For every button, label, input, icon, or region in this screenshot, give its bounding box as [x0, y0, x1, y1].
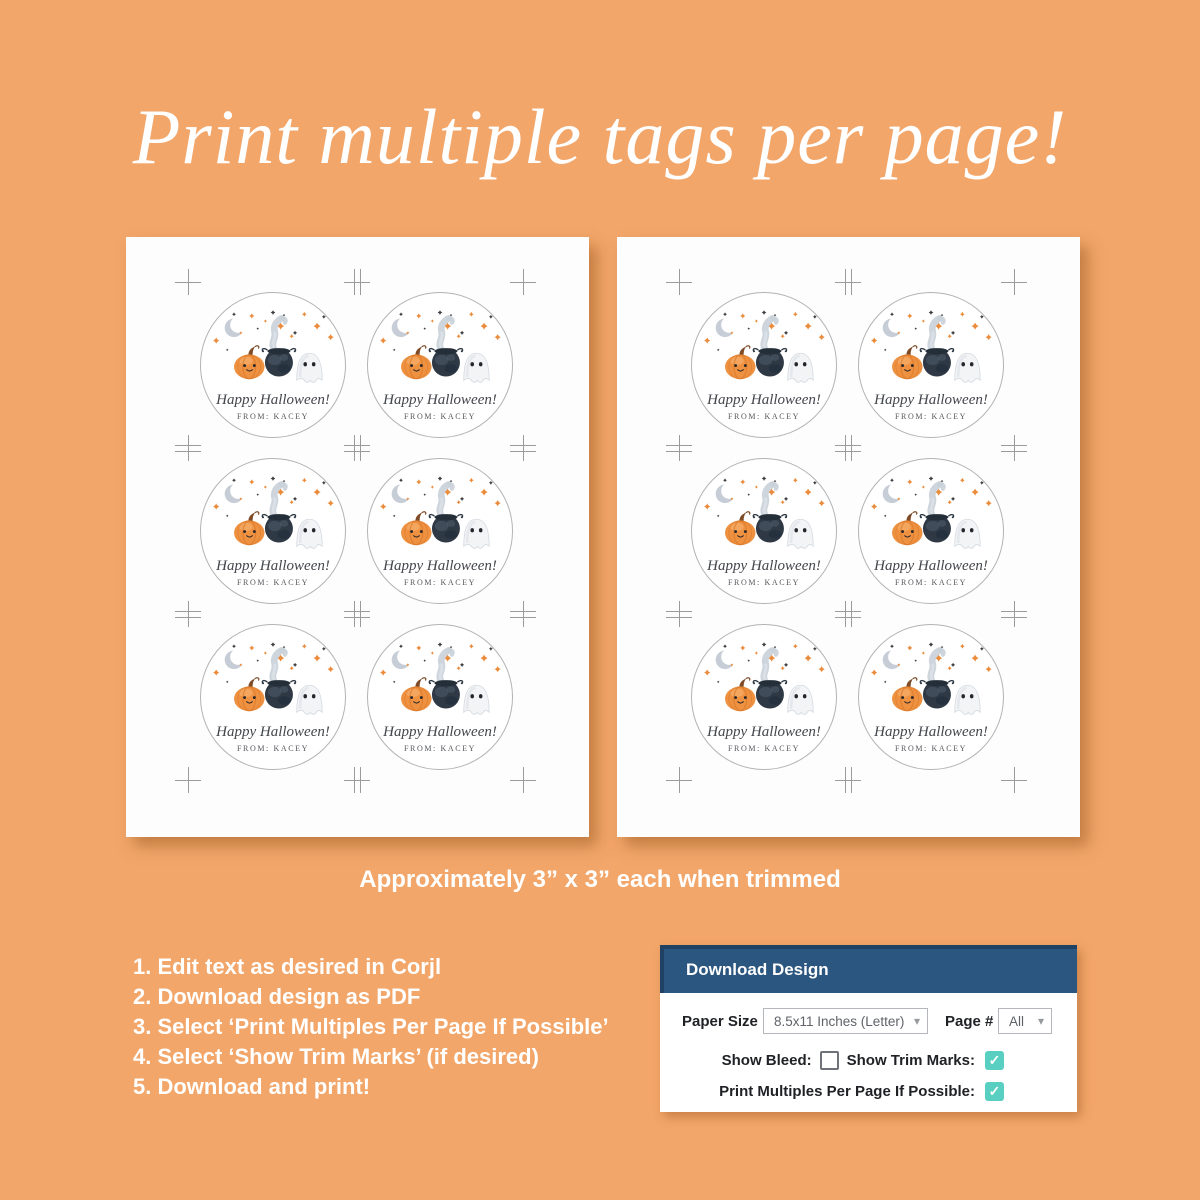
pumpkin-cauldron-ghost-illustration — [700, 310, 828, 388]
pumpkin-cauldron-ghost-illustration — [376, 642, 504, 720]
trim-mark — [344, 435, 370, 461]
halloween-tag — [367, 624, 513, 770]
halloween-tag — [691, 624, 837, 770]
instruction-step: 3. Select ‘Print Multiples Per Page If Possible’ — [133, 1014, 609, 1039]
trim-mark — [344, 601, 370, 627]
trim-mark — [835, 435, 861, 461]
pumpkin-cauldron-ghost-illustration — [867, 476, 995, 554]
tag-greeting: Happy Halloween! — [707, 558, 821, 574]
trim-mark — [510, 767, 536, 793]
pumpkin-cauldron-ghost-illustration — [700, 476, 828, 554]
chevron-down-icon: ▾ — [1037, 1014, 1044, 1028]
halloween-tag — [200, 292, 346, 438]
instruction-step: 2. Download design as PDF — [133, 984, 421, 1009]
tag-from-line: FROM: KACEY — [403, 744, 477, 753]
halloween-tag — [691, 458, 837, 604]
trim-mark — [510, 435, 536, 461]
paper-size-value: 8.5x11 Inches (Letter) — [774, 1013, 905, 1029]
pumpkin-cauldron-ghost-illustration — [376, 476, 504, 554]
tag-greeting: Happy Halloween! — [216, 392, 330, 408]
trim-mark — [1001, 435, 1027, 461]
headline: Print multiple tags per page! — [132, 93, 1068, 180]
tag-greeting: Happy Halloween! — [216, 724, 330, 740]
tag-from-line: FROM: KACEY — [727, 578, 801, 587]
print-multiples-checkbox[interactable] — [985, 1082, 1004, 1101]
page-number-label: Page # — [945, 1013, 994, 1030]
check-icon: ✓ — [988, 1083, 1001, 1099]
trim-mark — [510, 269, 536, 295]
pumpkin-cauldron-ghost-illustration — [700, 642, 828, 720]
tag-from-line: FROM: KACEY — [236, 744, 310, 753]
chevron-down-icon: ▾ — [913, 1014, 920, 1028]
size-caption: Approximately 3” x 3” each when trimmed — [359, 866, 841, 893]
halloween-tag — [858, 458, 1004, 604]
print-multiples-label: Print Multiples Per Page If Possible: — [719, 1083, 975, 1100]
instruction-step: 1. Edit text as desired in Corjl — [133, 954, 442, 979]
tag-from-line: FROM: KACEY — [727, 744, 801, 753]
trim-mark — [835, 767, 861, 793]
page-number-value: All — [1009, 1013, 1025, 1029]
trim-mark — [510, 601, 536, 627]
pumpkin-cauldron-ghost-illustration — [209, 476, 337, 554]
check-icon: ✓ — [988, 1052, 1001, 1068]
show-trim-marks-checkbox[interactable] — [985, 1051, 1004, 1070]
tag-from-line: FROM: KACEY — [894, 578, 968, 587]
show-bleed-label: Show Bleed: — [721, 1052, 812, 1069]
trim-mark — [666, 269, 692, 295]
tag-greeting: Happy Halloween! — [216, 558, 330, 574]
trim-mark — [175, 767, 201, 793]
tag-from-line: FROM: KACEY — [403, 578, 477, 587]
tag-greeting: Happy Halloween! — [874, 558, 988, 574]
trim-mark — [1001, 601, 1027, 627]
pumpkin-cauldron-ghost-illustration — [376, 310, 504, 388]
instruction-step: 4. Select ‘Show Trim Marks’ (if desired) — [133, 1044, 539, 1069]
halloween-tag — [200, 624, 346, 770]
print-sheet-2 — [617, 237, 1080, 837]
page-number-dropdown[interactable] — [998, 1008, 1052, 1034]
tag-from-line: FROM: KACEY — [236, 578, 310, 587]
paper-size-label: Paper Size — [682, 1013, 758, 1030]
instructions-list — [133, 952, 609, 1102]
show-bleed-checkbox[interactable] — [820, 1051, 839, 1070]
trim-mark — [666, 435, 692, 461]
trim-mark — [1001, 767, 1027, 793]
tag-greeting: Happy Halloween! — [707, 392, 821, 408]
tag-greeting: Happy Halloween! — [707, 724, 821, 740]
halloween-tag — [858, 624, 1004, 770]
tag-greeting: Happy Halloween! — [874, 392, 988, 408]
trim-mark — [344, 767, 370, 793]
halloween-tag — [367, 292, 513, 438]
tag-greeting: Happy Halloween! — [874, 724, 988, 740]
trim-mark — [835, 269, 861, 295]
pumpkin-cauldron-ghost-illustration — [867, 642, 995, 720]
trim-mark — [666, 601, 692, 627]
tag-from-line: FROM: KACEY — [894, 744, 968, 753]
print-sheet-1 — [126, 237, 589, 837]
trim-mark — [666, 767, 692, 793]
trim-mark — [835, 601, 861, 627]
tag-greeting: Happy Halloween! — [383, 558, 497, 574]
tag-from-line: FROM: KACEY — [894, 412, 968, 421]
halloween-tag — [367, 458, 513, 604]
trim-mark — [175, 601, 201, 627]
panel-title: Download Design — [660, 945, 1077, 993]
panel-body — [660, 993, 1077, 1112]
paper-size-dropdown[interactable] — [763, 1008, 928, 1034]
download-design-panel — [660, 945, 1077, 1112]
tag-greeting: Happy Halloween! — [383, 724, 497, 740]
tag-greeting: Happy Halloween! — [383, 392, 497, 408]
trim-mark — [1001, 269, 1027, 295]
tag-from-line: FROM: KACEY — [727, 412, 801, 421]
halloween-tag — [691, 292, 837, 438]
tag-from-line: FROM: KACEY — [236, 412, 310, 421]
tag-from-line: FROM: KACEY — [403, 412, 477, 421]
trim-mark — [175, 269, 201, 295]
instruction-step: 5. Download and print! — [133, 1074, 371, 1099]
pumpkin-cauldron-ghost-illustration — [867, 310, 995, 388]
halloween-tag — [200, 458, 346, 604]
trim-mark — [175, 435, 201, 461]
show-trim-marks-label: Show Trim Marks: — [846, 1052, 975, 1069]
pumpkin-cauldron-ghost-illustration — [209, 310, 337, 388]
pumpkin-cauldron-ghost-illustration — [209, 642, 337, 720]
halloween-tag — [858, 292, 1004, 438]
trim-mark — [344, 269, 370, 295]
